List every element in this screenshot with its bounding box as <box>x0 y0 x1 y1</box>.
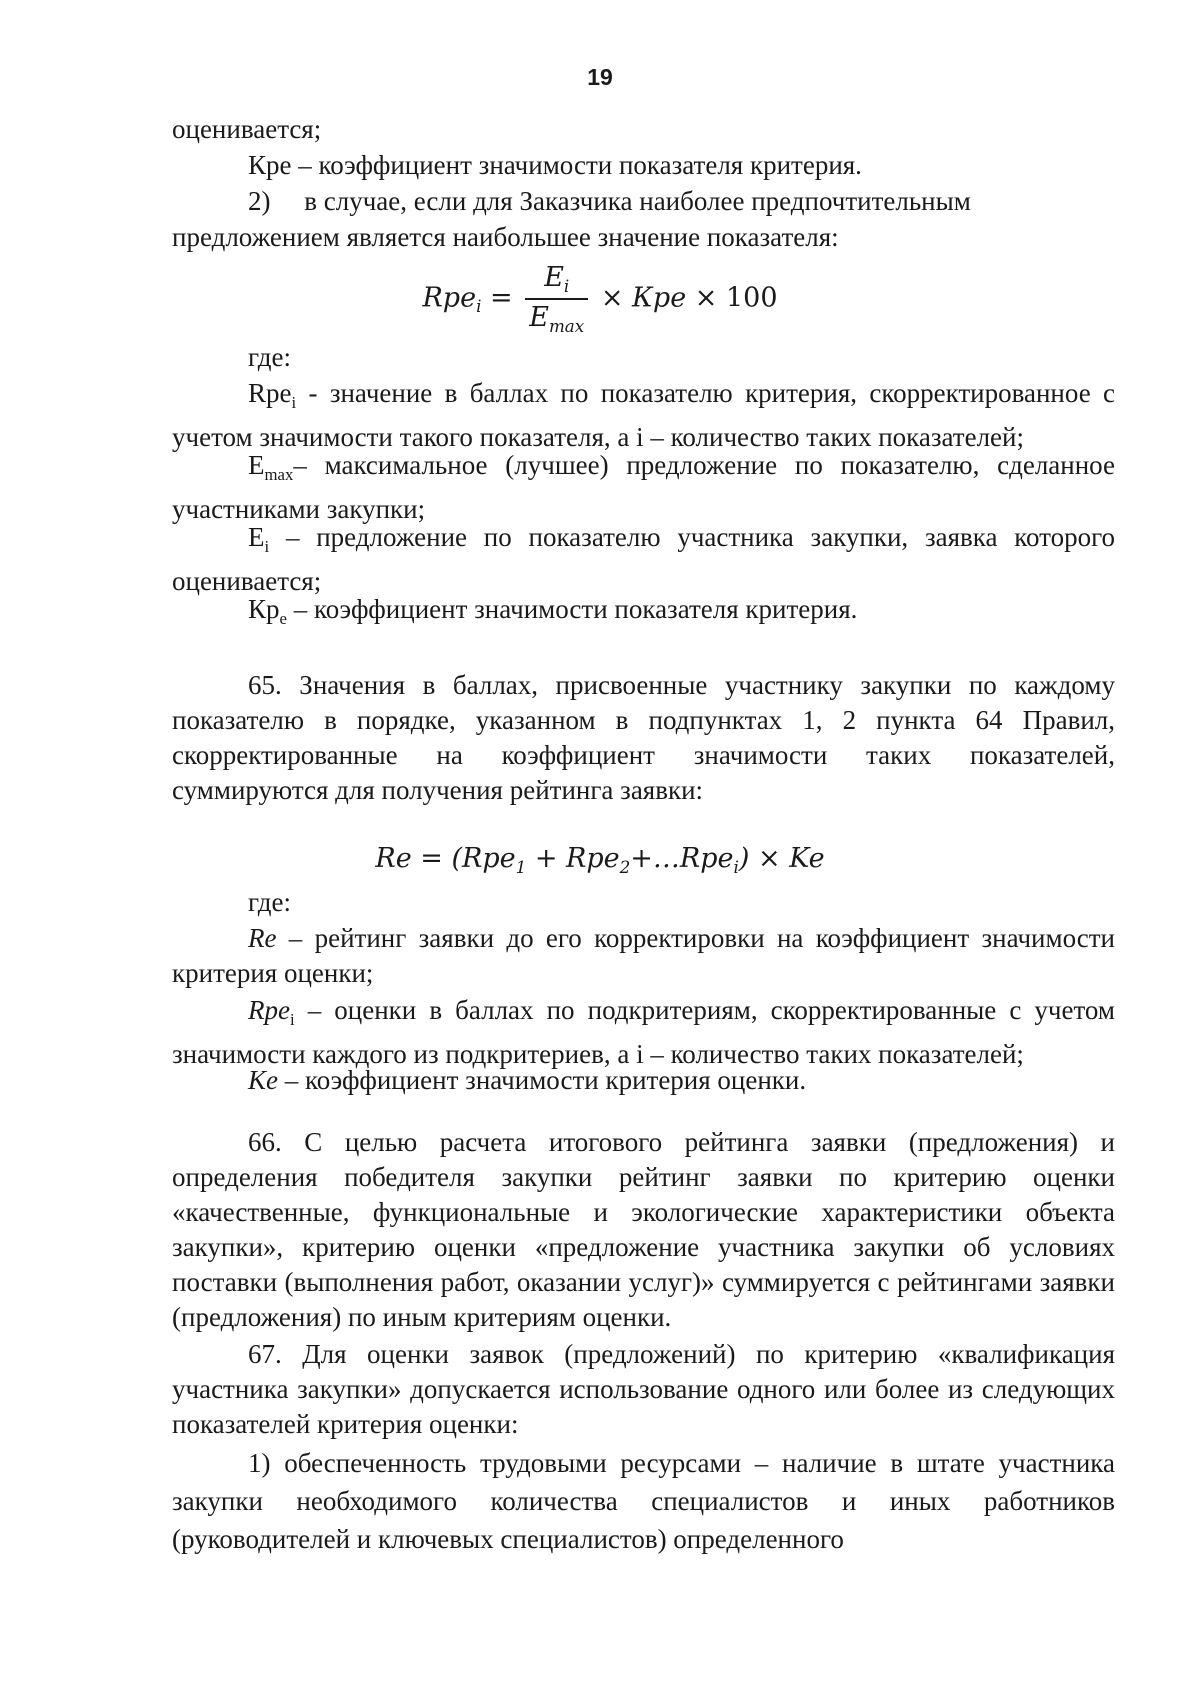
text-line: предложением является наибольшее значение показателя: <box>172 222 839 252</box>
definition-ke: Ke – коэффициент значимости критерия оценки. <box>248 1065 807 1095</box>
definition-rpei: Rpe$_i$ – оценки в баллах по подкритериям, скорректированные с учетом значимости каждого из подкритериев, а i – количество таких показателей; <box>172 995 1115 1069</box>
formula-rpe: Rpe$_i$ = $\frac{E_i}{E_{max}}$ × Кре × 100 <box>422 262 778 336</box>
paragraph-65: 65. Значения в баллах, присвоенные участнику закупки по каждому показателю в порядке, указанном в подпунктах 1, 2 пункта 64 Правил, скорректированные на коэффициент значимости таких показателей, суммируются для получения рейтинга заявки: <box>172 670 1115 805</box>
definition-ei: $E_i$ – предложение по показателю участника закупки, заявка которого оценивается; <box>172 522 1115 596</box>
paragraph-67: 67. Для оценки заявок (предложений) по критерию «квалификация участника закупки» допускается использование одного или более из следующих показателей критерия оценки: <box>172 1339 1115 1439</box>
paragraph-66: 66. С целью расчета итогового рейтинга заявки (предложения) и определения победителя закупки рейтинг заявки по критерию оценки «качественные, функциональные и экологические характеристики объекта закупки», критерию оценки «предложение участника закупки об условиях поставки (выполнения работ, оказании услуг)» суммируется с рейтингами заявки (предложения) по иным критериям оценки. <box>172 1127 1115 1332</box>
formula-re: Re = (Rpe$_1$ + Rpe$_2$+…Rpe$_i$) × Ke <box>375 843 825 877</box>
page-number: 19 <box>587 64 613 90</box>
definition-rpe: Rpe$_i$ - значение в баллах по показателю критерия, скорректированное с учетом значимости такого показателя, а i – количество таких показателей; <box>172 378 1115 452</box>
list-item-2 <box>172 184 1115 219</box>
list-number: 2) <box>248 186 271 216</box>
definition-emax: $E_{max}-$ максимальное (лучшее) предложение по показателю, сделанное участниками закупки; <box>172 450 1115 524</box>
text-line: в случае, если для Заказчика наиболее предпочтительным <box>304 186 971 216</box>
text-line: оценивается; <box>172 114 322 144</box>
fraction: $\frac{E_i}{E_{max}}$ <box>525 262 588 336</box>
text-line: где: <box>248 887 291 917</box>
list-item-67-1: 1) обеспеченность трудовыми ресурсами – наличие в штате участника закупки необходимого количества специалистов и иных работников (руководителей и ключевых специалистов) определенного <box>172 1448 1115 1554</box>
definition-re: Re – рейтинг заявки до его корректировки на коэффициент значимости критерия оценки; <box>172 923 1115 988</box>
text-line: Кре – коэффициент значимости показателя критерия. <box>248 150 862 180</box>
text-line: где: <box>248 342 291 372</box>
definition-kpe: $Кр_е$ – коэффициент значимости показателя критерия. <box>248 594 858 628</box>
